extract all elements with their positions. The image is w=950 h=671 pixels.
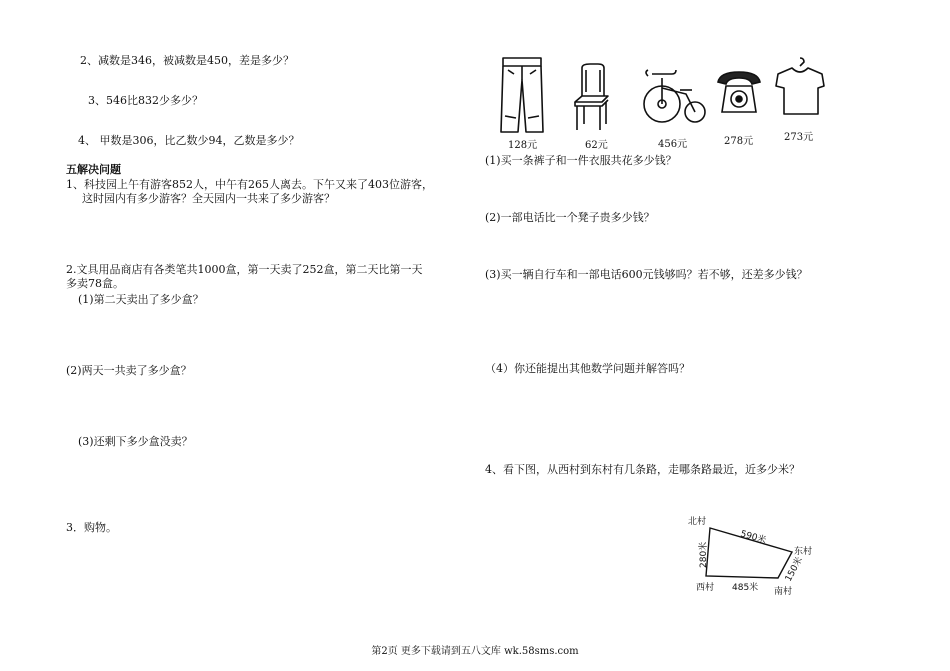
chair-price: 62元: [585, 140, 608, 151]
distance-west-south: 485米: [732, 583, 759, 593]
map-question: 4、看下图，从西村到东村有几条路，走哪条路最近，近多少米？: [485, 463, 800, 476]
label-east-village: 东村: [794, 547, 813, 557]
shopping-question-1: (1)买一条裤子和一件衣服共花多少钱？: [485, 154, 677, 167]
problem-2-sub-1: (1)第二天卖出了多少盒？: [78, 293, 204, 306]
tricycle-icon: [640, 64, 708, 129]
page-footer: 第2页 更多下载请到五八文库 wk.58sms.com: [371, 646, 579, 657]
telephone-price: 278元: [724, 136, 754, 147]
pants-icon: [500, 56, 544, 137]
section-title: 五解决问题: [66, 163, 121, 176]
problem-1-line-2: 这时园内有多少游客？全天园内一共来了多少游客？: [82, 192, 335, 205]
tricycle-price: 456元: [658, 139, 688, 150]
question-4: 4、 甲数是306，比乙数少94，乙数是多少？: [78, 134, 300, 147]
pants-price: 128元: [508, 140, 538, 151]
distance-south-east: 150米: [783, 555, 805, 584]
distance-north-west: 280米: [699, 541, 709, 568]
tshirt-icon: [774, 56, 826, 121]
tshirt-price: 273元: [784, 132, 814, 143]
question-2: 2、减数是346，被减数是450，差是多少？: [80, 54, 294, 67]
telephone-icon: [716, 70, 762, 119]
problem-2-line-1: 2.文具用品商店有各类笔共1000盒，第一天卖了252盒，第二天比第一天: [66, 263, 423, 276]
problem-2-sub-2: (2)两天一共卖了多少盒？: [66, 364, 192, 377]
problem-2-line-2: 多卖78盒。: [66, 277, 124, 290]
shopping-question-4: （4）你还能提出其他数学问题并解答吗？: [485, 362, 690, 375]
label-north-village: 北村: [688, 517, 707, 527]
question-3: 3、546比832少多少？: [88, 94, 203, 107]
label-west-village: 西村: [696, 583, 715, 593]
problem-1-line-1: 1、科技园上午有游客852人，中午有265人离去。下午又来了403位游客，: [66, 178, 433, 191]
village-route-map: [680, 510, 830, 603]
shopping-question-2: (2)一部电话比一个凳子贵多少钱？: [485, 211, 655, 224]
problem-2-sub-3: (3)还剩下多少盒没卖？: [78, 435, 193, 448]
shopping-question-3: (3)买一辆自行车和一部电话600元钱够吗？若不够，还差多少钱？: [485, 268, 808, 281]
distance-north-east: 590米: [739, 529, 768, 547]
problem-3: 3．购物。: [66, 521, 117, 534]
label-south-village: 南村: [774, 587, 793, 597]
chair-icon: [572, 62, 612, 135]
